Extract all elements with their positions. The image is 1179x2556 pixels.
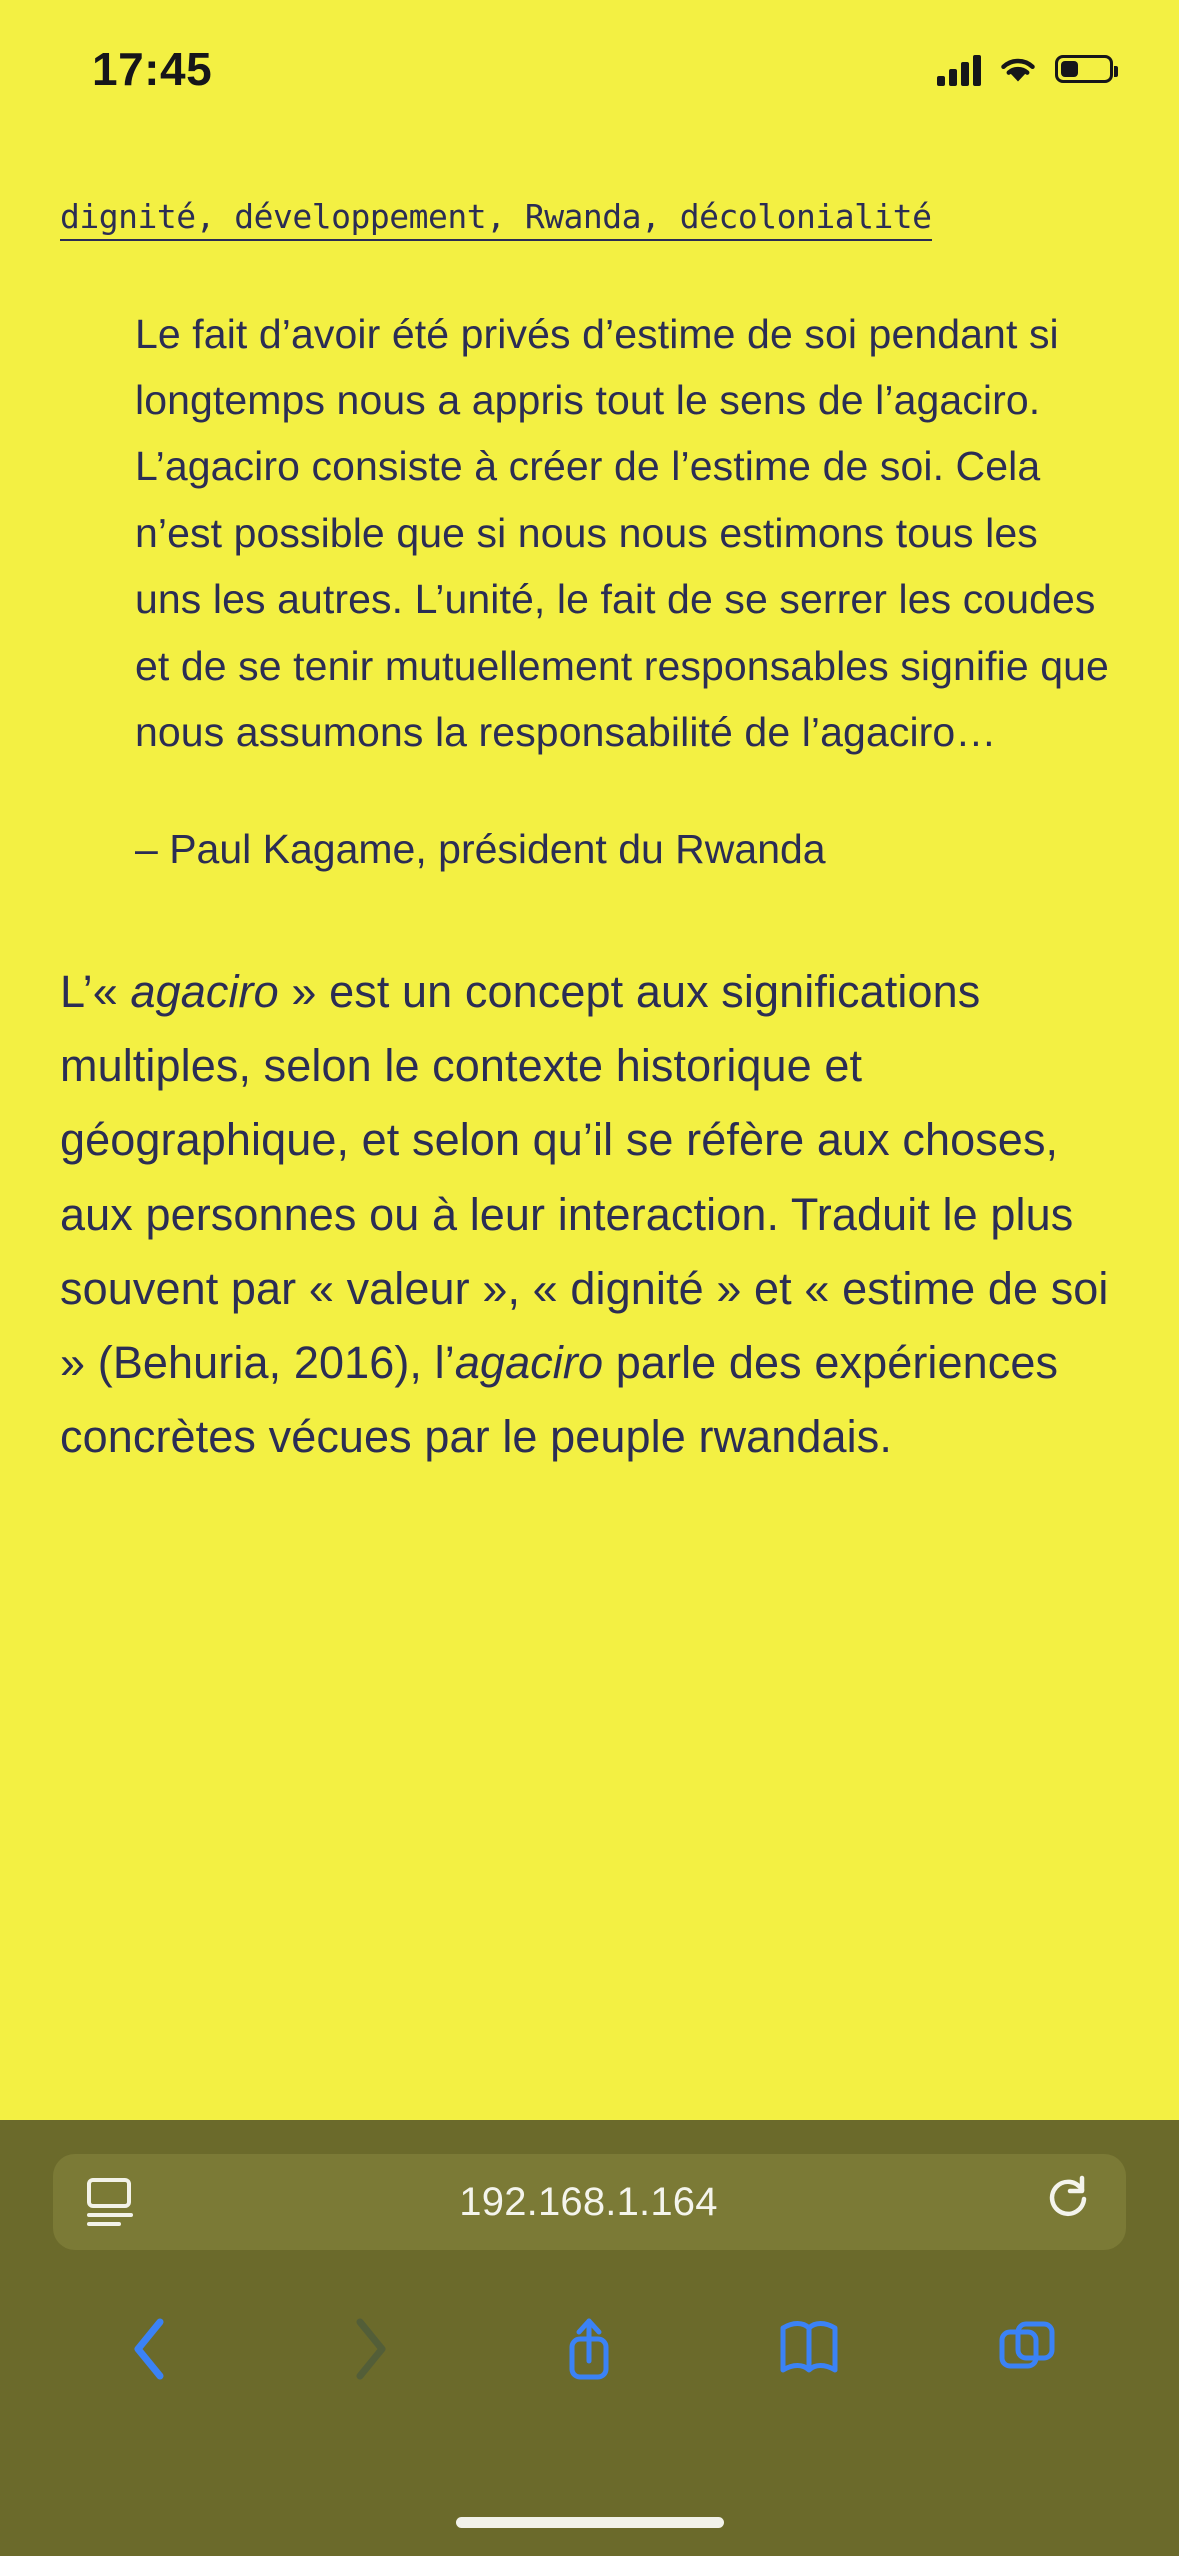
back-button[interactable]: [95, 2299, 205, 2399]
article-paragraph: [60, 955, 1119, 1475]
wifi-icon: [997, 53, 1039, 85]
paragraph-text-2: » est un concept aux significations multiples, selon le contexte historique et géographique, et selon qu’il se réfère aux choses, aux personnes ou à leur interaction. Traduit le plus souvent par « valeur », « dignité » et « estime de soi » (Behuria, 2016), l’: [60, 965, 1109, 1389]
status-indicators: [937, 52, 1113, 86]
address-bar[interactable]: [53, 2154, 1126, 2250]
keywords-text: dignité, développement, Rwanda, décolonialité: [60, 197, 932, 241]
status-time: 17:45: [92, 43, 213, 95]
paragraph-text-1: L’«: [60, 965, 131, 1017]
blockquote-attribution: – Paul Kagame, président du Rwanda: [135, 826, 826, 873]
address-bar-row: [0, 2154, 1179, 2250]
paragraph-text-3: parle des expériences concrètes vécues par le peuple rwandais.: [60, 1337, 1059, 1463]
bookmarks-button[interactable]: [754, 2299, 864, 2399]
browser-toolbar: [0, 2284, 1179, 2414]
web-page-content: [0, 120, 1179, 2120]
status-bar: [0, 0, 1179, 120]
share-button[interactable]: [534, 2299, 644, 2399]
paragraph-italic-agaciro-1: agaciro: [130, 965, 279, 1017]
paragraph-italic-agaciro-2: agaciro: [454, 1337, 604, 1389]
reload-icon[interactable]: [1044, 2173, 1092, 2232]
battery-icon: [1055, 55, 1113, 83]
article-keywords: [60, 195, 1119, 239]
aa-text-size-icon[interactable]: [87, 2178, 133, 2226]
article-blockquote: Le fait d’avoir été privés d’estime de soi pendant si longtemps nous a appris tout le sens de l’agaciro. L’agaciro consiste à créer de l’estime de soi. Cela n’est possible que si nous nous estimons tous les uns les autres. L’unité, le fait de se serrer les coudes et de se tenir mutuellement responsables signifie que nous assumons la responsabilité de l’agaciro…: [135, 310, 1109, 755]
forward-button[interactable]: [315, 2299, 425, 2399]
cellular-signal-icon: [937, 52, 981, 86]
tabs-button[interactable]: [974, 2299, 1084, 2399]
url-text[interactable]: 192.168.1.164: [459, 2179, 718, 2224]
safari-bottom-bar: [0, 2120, 1179, 2556]
home-indicator: [456, 2517, 724, 2528]
